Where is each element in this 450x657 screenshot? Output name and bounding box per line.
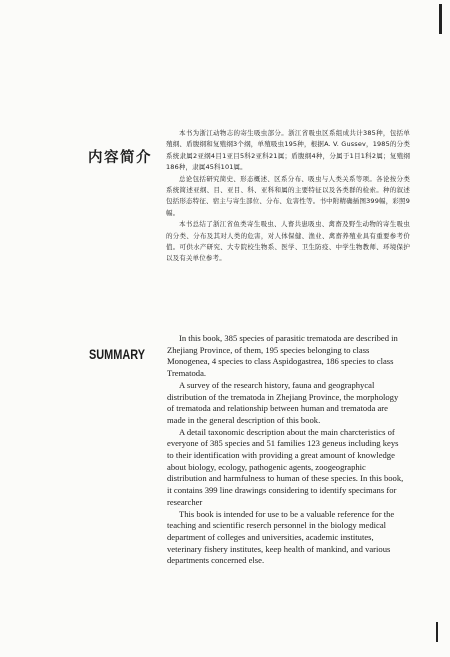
chinese-summary (166, 128, 410, 265)
english-paragraph-4: This book is intended for use to be a valuable reference for the teaching and scientific reserch personnel in the biology medical department of colleges and universities, academic institutes, veterinary fishery institutes, keep health of mankind, and various departments concerned else. (167, 508, 395, 566)
chinese-paragraph-2: 总论包括研究简史、形态概述、区系分布、吸虫与人类关系等项。各论按分类系统简述亚纲、目、亚目、科、亚科和属的主要特征以及各类群的检索。种的叙述包括形态特征、宿主与寄生部位、分布、危害性等。书中附精确插图399幅，彩照9幅。 (166, 174, 410, 217)
summary-heading-english: SUMMARY (89, 346, 146, 362)
chinese-paragraph-1: 本书为浙江动物志的寄生吸虫部分。浙江省吸虫区系组成共计385种，包括单殖纲、盾腹纲和复殖纲3个纲，单殖吸虫195种，根据A. V. Gussev，1985的分类系统隶属2亚纲4目1亚目5科2亚科21属；盾腹纲4种，分属于1目1科2属；复殖纲186种，隶属45科101属。 (166, 129, 410, 172)
english-summary (167, 333, 407, 567)
scan-edge-mark-top (439, 4, 442, 34)
chinese-paragraph-3: 本书总结了浙江省鱼类寄生吸虫、人畜共患吸虫、禽畜及野生动物的寄生吸虫的分类、分布及其对人类的危害，对人体保健、渔业、禽畜养殖业具有重要参考价值。可供水产研究、大专院校生物系、医学、卫生防疫、中学生物教师、环境保护以及有关单位参考。 (166, 220, 410, 263)
summary-heading-chinese: 内容简介 (88, 150, 152, 166)
english-paragraph-1: In this book, 385 species of parasitic trematoda are described in Zhejiang Province, of them, 195 species belonging to class Monogenea, 4 species to class Aspidogastrea, 186 species to class Trematoda. (167, 333, 398, 379)
english-paragraph-2: A survey of the research history, fauna and geographycal distribution of the trematoda in Zhejiang Province, the morphology of trematoda and relationship between human and trematoda are made in the general description of this book. (167, 379, 399, 425)
scan-edge-mark-bottom (436, 622, 438, 642)
english-paragraph-3: A detail taxonomic description about the main charcteristics of everyone of 385 species and 51 families 123 geneus including keys to their identification with providing a great amount of knowledge about biology, ecology, pathogenic agents, zoogeographic distribution and harmfulness to human of these species. In this book, it contains 399 line drawings considering to identify specimans for researcher (167, 426, 404, 507)
